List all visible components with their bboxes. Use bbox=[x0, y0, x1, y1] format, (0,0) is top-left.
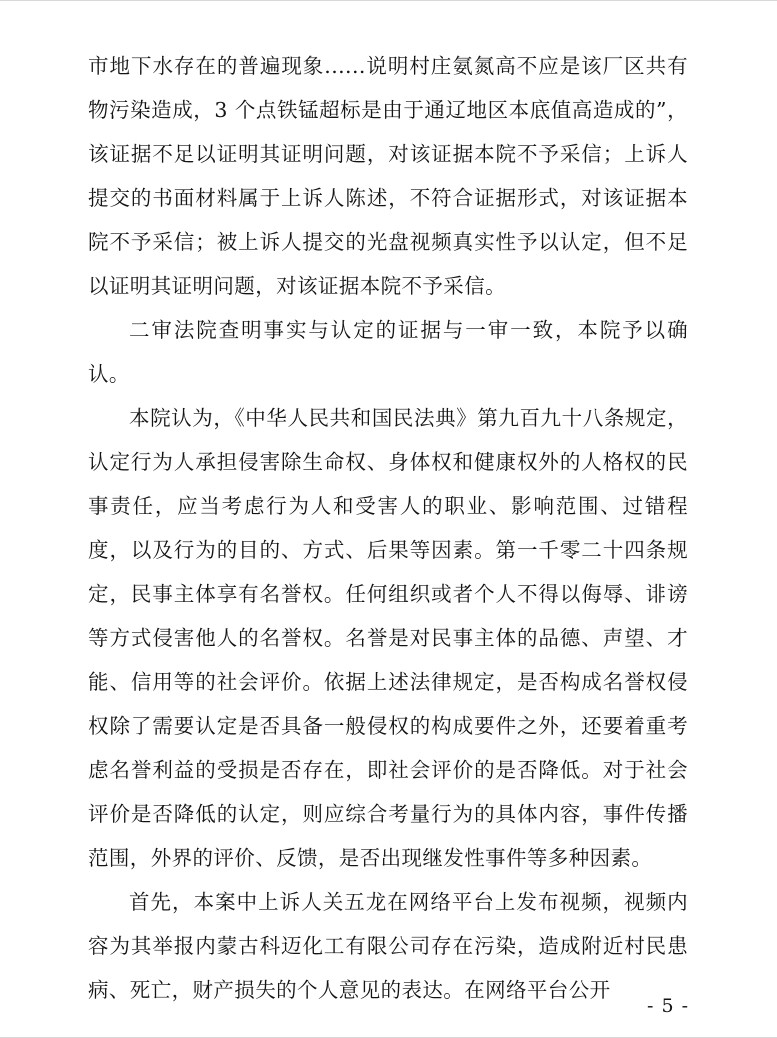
paragraph-second-instance-facts: 二审法院查明事实与认定的证据与一审一致，本院予以确认。 bbox=[88, 318, 688, 386]
page-number: - 5 - bbox=[646, 995, 689, 1017]
paragraph-first-point: 首先，本案中上诉人关五龙在网络平台上发布视频，视频内容为其举报内蒙古科迈化工有限公司存在污染，造成附近村民患病、死亡，财产损失的个人意见的表达。在网络平台公开 bbox=[88, 890, 688, 1002]
page-top-edge bbox=[0, 0, 777, 1]
paragraph-evidence-analysis: 市地下水存在的普遍现象......说明村庄氨氮高不应是该厂区共有物污染造成，3 个点铁锰超标是由于通辽地区本底值高造成的”，该证据不足以证明其证明问题，对该证据本院不予采信；上诉人提交的书面材料属于上诉人陈述，不符合证据形式，对该证据本院不予采信；被上诉人提交的光盘视频真实性予以认定，但不足以证明其证明问题，对该证据本院不予采信。 bbox=[88, 54, 688, 298]
page-content-area bbox=[88, 44, 688, 1002]
document-body bbox=[88, 44, 688, 1012]
paragraph-court-opinion: 本院认为，《中华人民共和国民法典》第九百九十八条规定，认定行为人承担侵害除生命权、身体权和健康权外的人格权的民事责任，应当考虑行为人和受害人的职业、影响范围、过错程度，以及行为的目的、方式、后果等因素。第一千零二十四条规定，民事主体享有名誉权。任何组织或者个人不得以侮辱、诽谤等方式侵害他人的名誉权。名誉是对民事主体的品德、声望、才能、信用等的社会评价。依据上述法律规定，是否构成名誉权侵权除了需要认定是否具备一般侵权的构成要件之外，还要着重考虑名誉利益的受损是否存在，即社会评价的是否降低。对于社会评价是否降低的认定，则应综合考量行为的具体内容，事件传播范围，外界的评价、反馈，是否出现继发性事件等多种因素。 bbox=[88, 406, 688, 870]
